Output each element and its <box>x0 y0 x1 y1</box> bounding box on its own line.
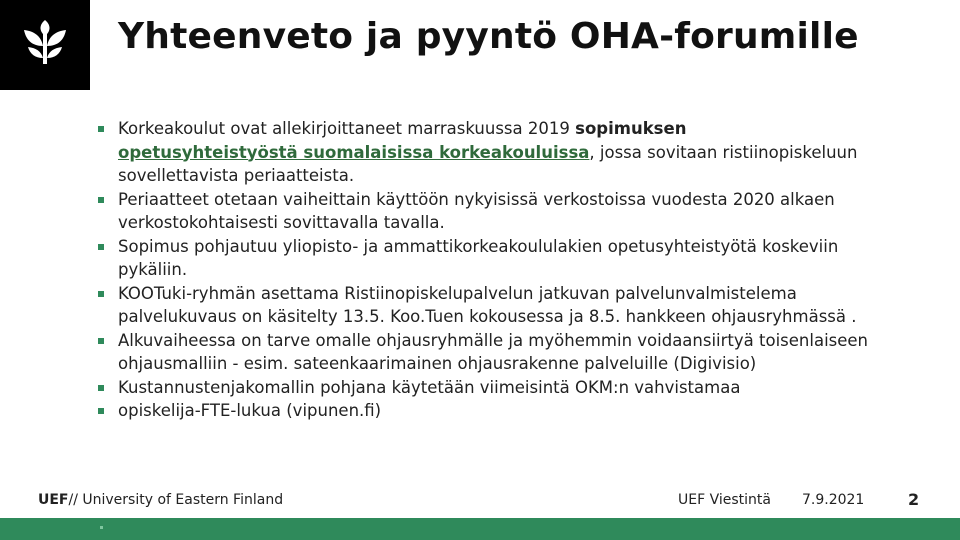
bullet-square-icon <box>98 338 104 344</box>
footer-department: UEF Viestintä <box>678 492 771 508</box>
slide-footer <box>0 490 960 514</box>
bullet-text: Sopimus pohjautuu yliopisto- ja ammattikorkeakoululakien opetusyhteistyötä koskeviin pykäliin. <box>118 236 839 279</box>
page-number: 2 <box>908 490 920 509</box>
bullet-square-icon <box>98 244 104 250</box>
footer-organization <box>38 492 283 508</box>
slide-title: Yhteenveto ja pyyntö OHA-forumille <box>118 16 859 57</box>
bullet-item <box>95 376 885 400</box>
footer-date: 7.9.2021 <box>802 492 865 508</box>
bullet-text: opiskelija-FTE-lukua (vipunen.fi) <box>118 401 382 420</box>
bullet-square-icon <box>98 385 104 391</box>
bullet-square-icon <box>98 291 104 297</box>
bullet-square-icon <box>98 126 104 132</box>
bullet-text: , jossa sovitaan ristiinopiskeluun sovellettavista periaatteista. <box>118 142 858 185</box>
bullet-list <box>95 117 885 423</box>
bullet-text: Korkeakoulut ovat allekirjoittaneet marraskuussa 2019 <box>118 119 576 138</box>
bullet-item <box>95 235 885 282</box>
bullet-text: Kustannustenjakomallin pohjana käytetään viimeisintä OKM:n vahvistamaa <box>118 377 741 397</box>
bullet-bold-text: sopimuksen <box>575 119 687 138</box>
bullet-square-icon <box>98 408 104 414</box>
bullet-item <box>95 188 885 235</box>
bottom-bar-mark <box>100 526 103 529</box>
bullet-square-icon <box>98 197 104 203</box>
uef-leaf-logo-icon <box>18 16 72 70</box>
uef-logo <box>0 0 90 90</box>
bullet-text: Periaatteet otetaan vaiheittain käyttöön nykyisissä verkostoissa vuodesta 2020 alkaen verkostokohtaisesti sovittavalla tavalla. <box>118 189 835 232</box>
bottom-accent-bar <box>0 518 960 540</box>
bullet-item <box>95 329 885 376</box>
footer-org-short: UEF <box>38 492 69 508</box>
bullet-item <box>95 282 885 329</box>
bullet-item <box>95 399 885 423</box>
bullet-item <box>95 117 885 188</box>
footer-org-full: // University of Eastern Finland <box>68 492 284 508</box>
agreement-link[interactable]: opetusyhteistyöstä suomalaisissa korkeakouluissa <box>118 142 590 162</box>
bullet-text: Alkuvaiheessa on tarve omalle ohjausryhmälle ja myöhemmin voidaansiirtyä toisenlaiseen ohjausmalliin - esim. sateenkaarimainen ohjausrakenne palveluille (Digivisio) <box>118 330 869 373</box>
bullet-text: KOOTuki-ryhmän asettama Ristiinopiskelupalvelun jatkuvan palvelunvalmistelema palvelukuvaus on käsitelty 13.5. Koo.Tuen kokousessa ja 8.5. hankkeen ohjausryhmässä . <box>118 283 857 326</box>
bullet-list-container <box>95 117 885 423</box>
